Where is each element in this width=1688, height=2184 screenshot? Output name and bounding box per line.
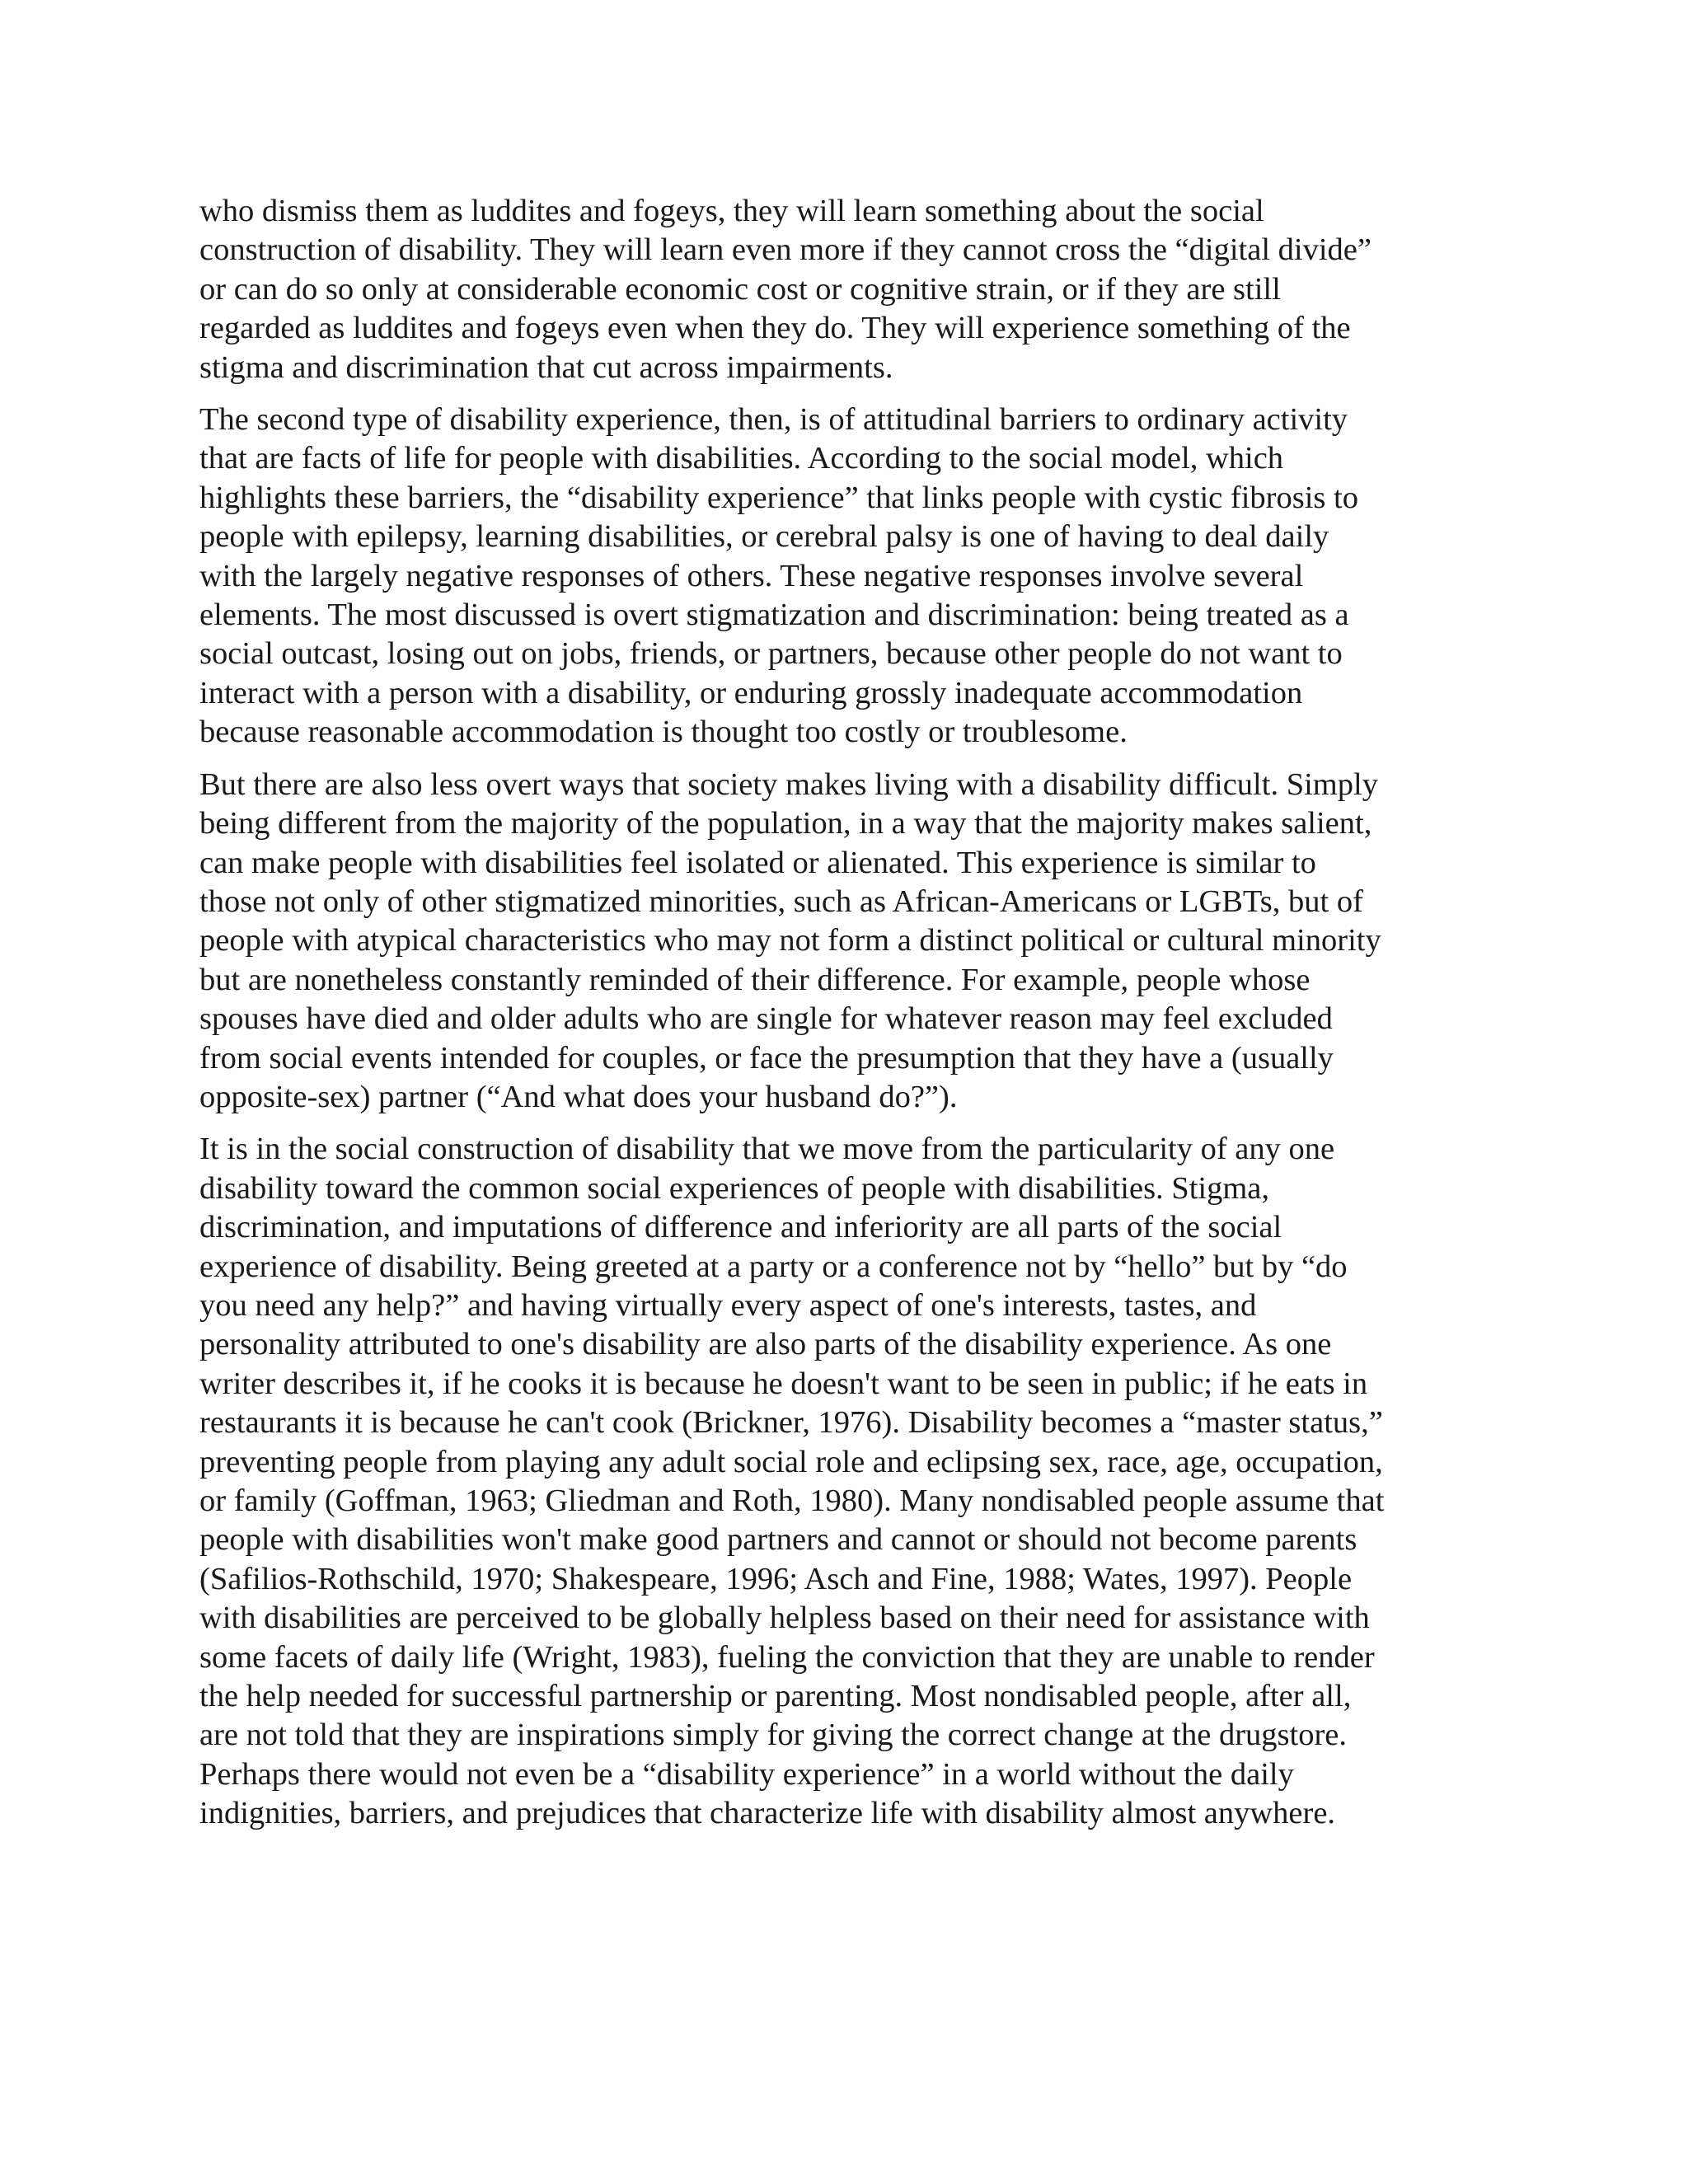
- text-line: elements. The most discussed is overt stigmatization and discrimination: being treated as a: [199, 598, 1349, 633]
- paragraph: [199, 401, 1485, 752]
- text-line: highlights these barriers, the “disability experience” that links people with cystic fibrosis to: [199, 480, 1358, 515]
- text-line: regarded as luddites and fogeys even when they do. They will experience something of the: [199, 311, 1351, 346]
- text-line: that are facts of life for people with disabilities. According to the social model, which: [199, 441, 1284, 476]
- text-line: because reasonable accommodation is thought too costly or troublesome.: [199, 715, 1128, 750]
- text-line: with disabilities are perceived to be globally helpless based on their need for assistance with: [199, 1601, 1370, 1636]
- text-line: restaurants it is because he can't cook (Brickner, 1976). Disability becomes a “master status,”: [199, 1405, 1383, 1441]
- text-line: indignities, barriers, and prejudices that characterize life with disability almost anywhere.: [199, 1796, 1336, 1831]
- text-line: stigma and discrimination that cut across impairments.: [199, 349, 893, 385]
- text-line: but are nonetheless constantly reminded of their difference. For example, people whose: [199, 962, 1311, 997]
- paragraph: [199, 766, 1485, 1118]
- text-line: being different from the majority of the population, in a way that the majority makes salient,: [199, 806, 1372, 841]
- text-line: personality attributed to one's disability are also parts of the disability experience. As one: [199, 1327, 1332, 1362]
- text-line: people with atypical characteristics who may not form a distinct political or cultural minority: [199, 923, 1381, 958]
- text-line: people with epilepsy, learning disabilities, or cerebral palsy is one of having to deal daily: [199, 519, 1329, 555]
- text-line: (Safilios-Rothschild, 1970; Shakespeare, 1996; Asch and Fine, 1988; Wates, 1997). People: [199, 1561, 1353, 1596]
- text-line: discrimination, and imputations of difference and inferiority are all parts of the social: [199, 1210, 1282, 1245]
- text-line: opposite-sex) partner (“And what does your husband do?”).: [199, 1079, 958, 1114]
- text-line: who dismiss them as luddites and fogeys, they will learn something about the social: [199, 194, 1264, 228]
- text-line: or family (Goffman, 1963; Gliedman and Roth, 1980). Many nondisabled people assume that: [199, 1483, 1385, 1518]
- text-line: construction of disability. They will learn even more if they cannot cross the “digital divide”: [199, 232, 1372, 268]
- text-line: disability toward the common social experiences of people with disabilities. Stigma,: [199, 1170, 1270, 1206]
- text-line: those not only of other stigmatized minorities, such as African-Americans or LGBTs, but of: [199, 883, 1363, 919]
- text-line: social outcast, losing out on jobs, friends, or partners, because other people do not want to: [199, 636, 1343, 672]
- text-line: interact with a person with a disability, or enduring grossly inadequate accommodation: [199, 675, 1303, 710]
- text-line: But there are also less overt ways that society makes living with a disability difficult. Simply: [199, 766, 1378, 802]
- text-line: experience of disability. Being greeted at a party or a conference not by “hello” but by “do: [199, 1249, 1348, 1284]
- text-line: the help needed for successful partnership or parenting. Most nondisabled people, after all,: [199, 1679, 1352, 1714]
- text-line: some facets of daily life (Wright, 1983), fueling the conviction that they are unable to render: [199, 1639, 1375, 1675]
- body-text: [199, 192, 1485, 1847]
- paragraph: [199, 192, 1485, 387]
- text-line: are not told that they are inspirations simply for giving the correct change at the drugstore.: [199, 1718, 1347, 1753]
- text-line: writer describes it, if he cooks it is because he doesn't want to be seen in public; if he eats in: [199, 1366, 1368, 1401]
- text-line: spouses have died and older adults who are single for whatever reason may feel excluded: [199, 1001, 1333, 1037]
- text-line: from social events intended for couples, or face the presumption that they have a (usually: [199, 1040, 1334, 1076]
- text-line: It is in the social construction of disability that we move from the particularity of any one: [199, 1132, 1335, 1167]
- text-line: or can do so only at considerable economic cost or cognitive strain, or if they are still: [199, 271, 1281, 307]
- text-line: with the largely negative responses of others. These negative responses involve several: [199, 558, 1304, 593]
- text-line: preventing people from playing any adult social role and eclipsing sex, race, age, occupation,: [199, 1444, 1383, 1479]
- text-line: can make people with disabilities feel isolated or alienated. This experience is similar to: [199, 845, 1316, 880]
- text-line: Perhaps there would not even be a “disability experience” in a world without the daily: [199, 1756, 1294, 1792]
- text-line: The second type of disability experience, then, is of attitudinal barriers to ordinary activity: [199, 402, 1348, 438]
- text-line: people with disabilities won't make good partners and cannot or should not become parents: [199, 1522, 1357, 1558]
- paragraph: [199, 1130, 1485, 1833]
- text-line: you need any help?” and having virtually every aspect of one's interests, tastes, and: [199, 1287, 1257, 1323]
